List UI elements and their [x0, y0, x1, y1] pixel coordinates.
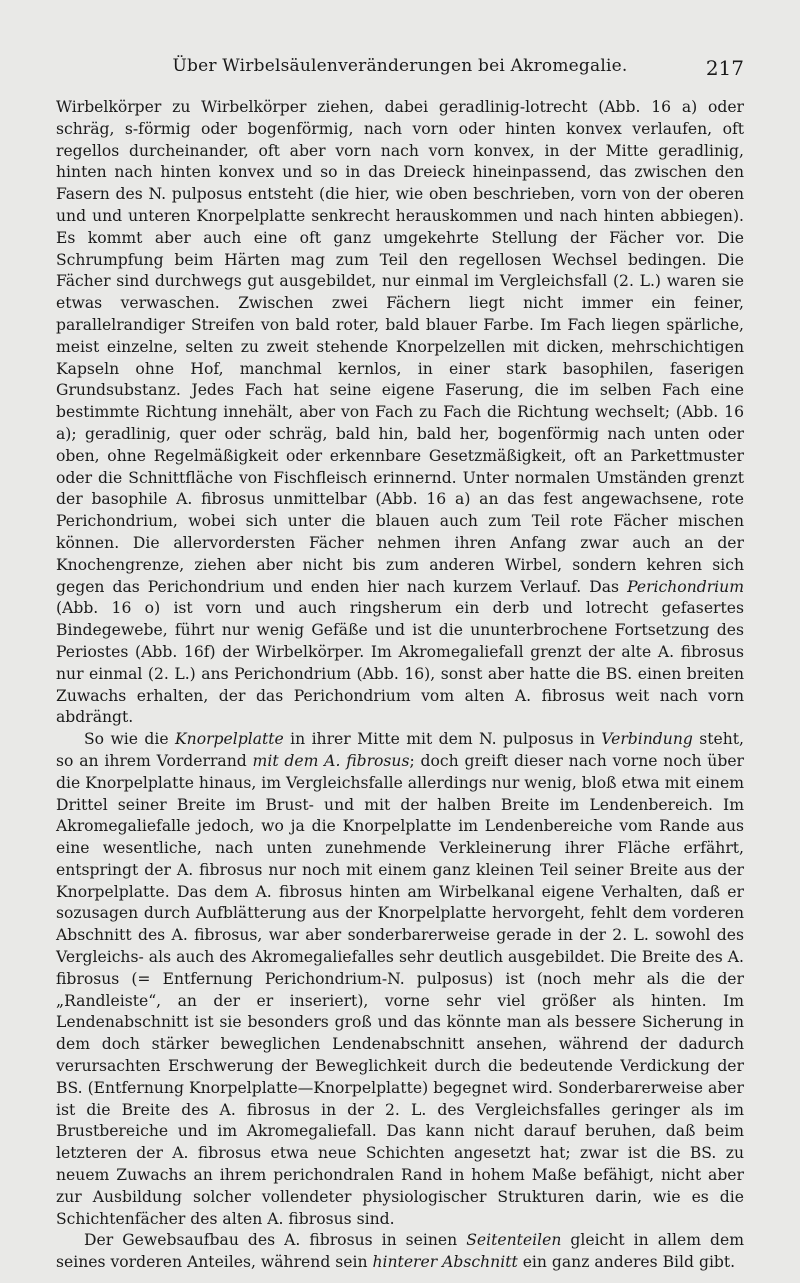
italic-term: Knorpelplatte [175, 730, 284, 749]
paragraph [56, 729, 744, 1230]
text-run: (Abb. 16 o) ist vorn und auch ringsherum ein derb und lotrecht gefasertes Bindegewebe, führt nur wenig Gefäße und ist die ununterbrochene Fortsetzung des Periostes (Abb. 16f) der Wirbelkörper. Im Akromegaliefall grenzt der alte A. fibrosus nur einmal (2. L.) ans Perichondrium (Abb. 16), sonst aber hatte die BS. einen breiten Zuwachs erhalten, der das Perichondrium vom alten A. fibrosus weit nach vorn abdrängt. [56, 599, 744, 727]
paragraph [56, 1230, 744, 1274]
running-title: Über Wirbelsäulenveränderungen bei Akromegalie. [172, 56, 628, 76]
italic-term: Verbindung [601, 730, 693, 749]
italic-term: hinterer Abschnitt [372, 1253, 518, 1272]
text-run: So wie die [84, 730, 175, 749]
page-number: 217 [705, 56, 744, 80]
body-text [56, 97, 744, 1274]
italic-term: Seitenteilen [466, 1231, 562, 1250]
text-run: Der Gewebsaufbau des A. fibrosus in seinen [84, 1231, 467, 1250]
italic-term: mit dem A. fibrosus [252, 751, 410, 770]
text-run: gleicht in allem dem seines vorderen Anteiles, während sein [56, 1231, 744, 1272]
text-run: steht, so an ihrem Vorderrand [56, 730, 744, 770]
paragraph [56, 97, 744, 729]
page-header [56, 54, 744, 84]
text-run: Wirbelkörper zu Wirbelkörper ziehen, dabei geradlinig-lotrecht (Abb. 16 a) oder schräg, s-förmig oder bogenförmig, nach vorn oder hinten konvex verlaufen, oft regellos durcheinander, oft aber vorn nach vorn konvex, in der Mitte geradlinig, hinten nach hinten konvex und so in das Dreieck hineinpassend, das zwischen den Fasern des N. pulposus entsteht (die hier, wie oben beschrieben, vorn von der oberen und und unteren Knorpelplatte senkrecht herauskommen und nach hinten abbiegen). Es kommt aber auch eine oft ganz umgekehrte Stellung der Fächer vor. Die Schrumpfung beim Härten mag zum Teil den regellosen Wechsel bedingen. Die Fächer sind durchwegs gut ausgebildet, nur einmal im Vergleichsfall (2. L.) waren sie etwas verwaschen. Zwischen zwei Fächern liegt nicht immer ein feiner, parallelrandiger Streifen von bald roter, bald blauer Farbe. Im Fach liegen spärliche, meist einzelne, selten zu zweit stehende Knorpelzellen mit dicken, mehrschichtigen Kapseln ohne Hof, manchmal kernlos, in einer stark basophilen, faserigen Grundsubstanz. Jedes Fach hat seine eigene Faserung, die im selben Fach eine bestimmte Richtung innehält, aber von Fach zu Fach die Richtung wechselt; (Abb. 16 a); geradlinig, quer oder schräg, bald hin, bald her, bogenförmig nach unten oder oben, ohne Regelmäßigkeit oder erkennbare Gesetzmäßigkeit, oft an Parkettmuster oder die Schnittfläche von Fischfleisch erinnernd. Unter normalen Umständen grenzt der basophile A. fibrosus unmittelbar (Abb. 16 a) an das fest angewachsene, rote Perichondrium, wobei sich unter die blauen auch zum Teil rote Fächer mischen können. Die allervordersten Fächer nehmen ihren Anfang zwar auch an der Knochengrenze, ziehen aber nicht bis zum anderen Wirbel, sondern kehren sich gegen das Perichondrium und enden hier nach kurzem Verlauf. Das [56, 98, 744, 596]
text-run: ; doch greift dieser nach vorne noch über die Knorpelplatte hinaus, im Vergleichsfalle allerdings nur wenig, bloß etwa mit einem Drittel seiner Breite im Brust- und mit der halben Breite im Lendenbereich. Im Akromegaliefalle jedoch, wo ja die Knorpelplatte im Lendenbereiche vom Rande aus eine wesentliche, nach unten zunehmende Verkleinerung ihrer Fläche erfährt, entspringt der A. fibrosus nur noch mit einem ganz kleinen Teil seiner Breite aus der Knorpelplatte. Das dem A. fibrosus hinten am Wirbelkanal eigene Verhalten, daß er sozusagen durch Aufblätterung aus der Knorpelplatte hervorgeht, fehlt dem vorderen Abschnitt des A. fibrosus, war aber sonderbarerweise gerade in der 2. L. sowohl des Vergleichs- als auch des Akromegaliefalles sehr deutlich ausgebildet. Die Breite des A. fibrosus (= Entfernung Perichondrium-N. pulposus) ist (noch mehr als die der „Randleiste“, an der er inseriert), vorne sehr viel größer als hinten. Im Lendenabschnitt ist sie besonders groß und das könnte man als bessere Sicherung in dem doch stärker beweglichen Lendenabschnitt ansehen, während der dadurch verursachten Erschwerung der Beweglichkeit durch die bedeutende Verdickung der BS. (Entfernung Knorpelplatte—Knorpelplatte) begegnet wird. Sonderbarerweise aber ist die Breite des A. fibrosus in der 2. L. des Vergleichsfalles geringer als im Brustbereiche und im Akromegaliefall. Das kann nicht darauf beruhen, daß beim letzteren der A. fibrosus etwa neue Schichten angesetzt hat; zwar ist die BS. zu neuem Zuwachs an ihrem perichondralen Rand in hohem Maße befähigt, nicht aber zur Ausbildung solcher vollendeter physiologischer Strukturen darin, wie es die Schichtenfächer des alten A. fibrosus sind. [56, 751, 745, 1228]
text-run: ein ganz anderes Bild gibt. [517, 1253, 736, 1272]
text-run: in ihrer Mitte mit dem N. pulposus in [283, 730, 602, 749]
italic-term: Perichondrium [627, 577, 744, 596]
